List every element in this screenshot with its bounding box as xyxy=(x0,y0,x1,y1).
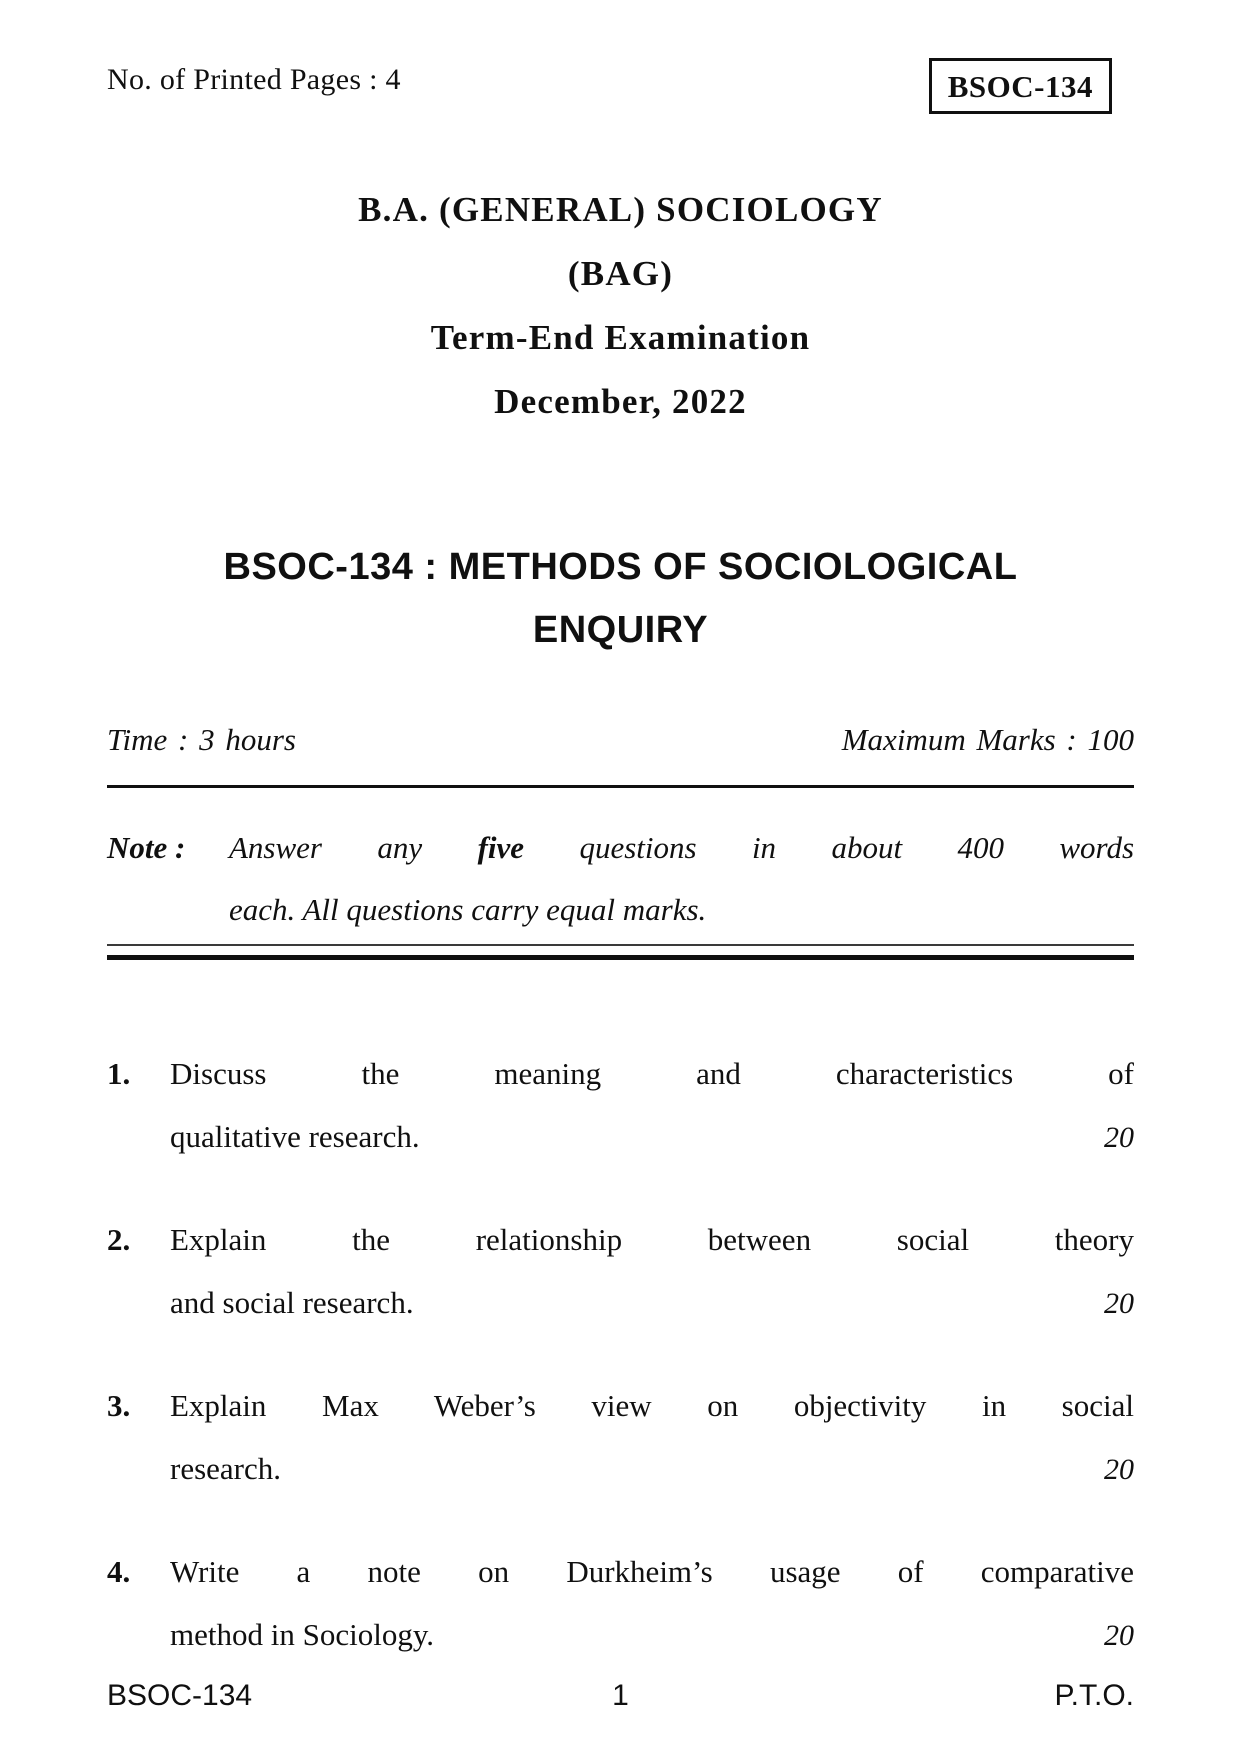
question-text-line-2: and social research. xyxy=(170,1285,414,1320)
question-item-3 xyxy=(107,1384,1134,1492)
question-number: 4. xyxy=(107,1554,131,1589)
question-text-line-1: Discuss the meaning and characteristics of xyxy=(170,1056,1134,1091)
question-list xyxy=(107,1052,1134,1658)
note-line-1-part-2: questions in about 400 words xyxy=(579,830,1135,865)
question-text-line-2-row xyxy=(170,1281,1134,1326)
question-text-line-2: qualitative research. xyxy=(170,1119,420,1154)
question-text-line-2-row xyxy=(170,1447,1134,1492)
question-body xyxy=(170,1384,1134,1492)
question-body xyxy=(170,1550,1134,1658)
note-line-1 xyxy=(229,826,1134,870)
title-block xyxy=(0,188,1241,424)
time-marks-row xyxy=(107,719,1134,761)
footer-course-code: BSOC-134 xyxy=(107,1679,253,1712)
question-text-line-2: method in Sociology. xyxy=(170,1617,435,1652)
question-text-line-2-row xyxy=(170,1115,1134,1160)
maximum-marks: Maximum Marks : 100 xyxy=(841,722,1134,757)
question-text-line-1: Write a note on Durkheim’s usage of comparative xyxy=(170,1554,1134,1589)
footer-page-number: 1 xyxy=(612,1679,629,1712)
question-text-line-1: Explain Max Weber’s view on objectivity in social xyxy=(170,1388,1134,1423)
note-body xyxy=(229,826,1134,932)
question-text-line-2: research. xyxy=(170,1451,281,1486)
program-code: (BAG) xyxy=(567,254,674,293)
question-marks: 20 xyxy=(1104,1121,1134,1154)
exam-name: Term-End Examination xyxy=(430,318,811,357)
course-code-box: BSOC-134 xyxy=(929,58,1112,114)
note-line-1-bold-word: five xyxy=(477,830,525,865)
question-item-2 xyxy=(107,1218,1134,1326)
question-item-4 xyxy=(107,1550,1134,1658)
subject-line-2: ENQUIRY xyxy=(532,609,709,651)
note-line-1-part-1: Answer any xyxy=(229,830,423,865)
program-title: B.A. (GENERAL) SOCIOLOGY xyxy=(358,190,883,229)
time-allowed: Time : 3 hours xyxy=(107,722,296,757)
divider-single-rule xyxy=(107,785,1134,788)
subject-line-1: BSOC-134 : METHODS OF SOCIOLOGICAL xyxy=(223,546,1018,588)
question-item-1 xyxy=(107,1052,1134,1160)
question-marks: 20 xyxy=(1104,1619,1134,1652)
divider-double-rule xyxy=(107,944,1134,960)
question-number: 1. xyxy=(107,1056,131,1091)
question-body xyxy=(170,1218,1134,1326)
page-footer xyxy=(107,1676,1134,1716)
question-text-line-1: Explain the relationship between social theory xyxy=(170,1222,1134,1257)
page-header xyxy=(107,0,1134,114)
exam-session: December, 2022 xyxy=(494,382,747,421)
note-section xyxy=(107,826,1134,932)
note-line-2: each. All questions carry equal marks. xyxy=(229,892,707,927)
footer-pto: P.T.O. xyxy=(1054,1679,1134,1712)
question-number: 3. xyxy=(107,1388,131,1423)
question-marks: 20 xyxy=(1104,1287,1134,1320)
question-number: 2. xyxy=(107,1222,131,1257)
question-marks: 20 xyxy=(1104,1453,1134,1486)
question-body xyxy=(170,1052,1134,1160)
question-text-line-2-row xyxy=(170,1613,1134,1658)
printed-pages-note: No. of Printed Pages : 4 xyxy=(107,63,401,96)
note-label: Note : xyxy=(107,830,186,865)
subject-heading xyxy=(0,544,1241,653)
